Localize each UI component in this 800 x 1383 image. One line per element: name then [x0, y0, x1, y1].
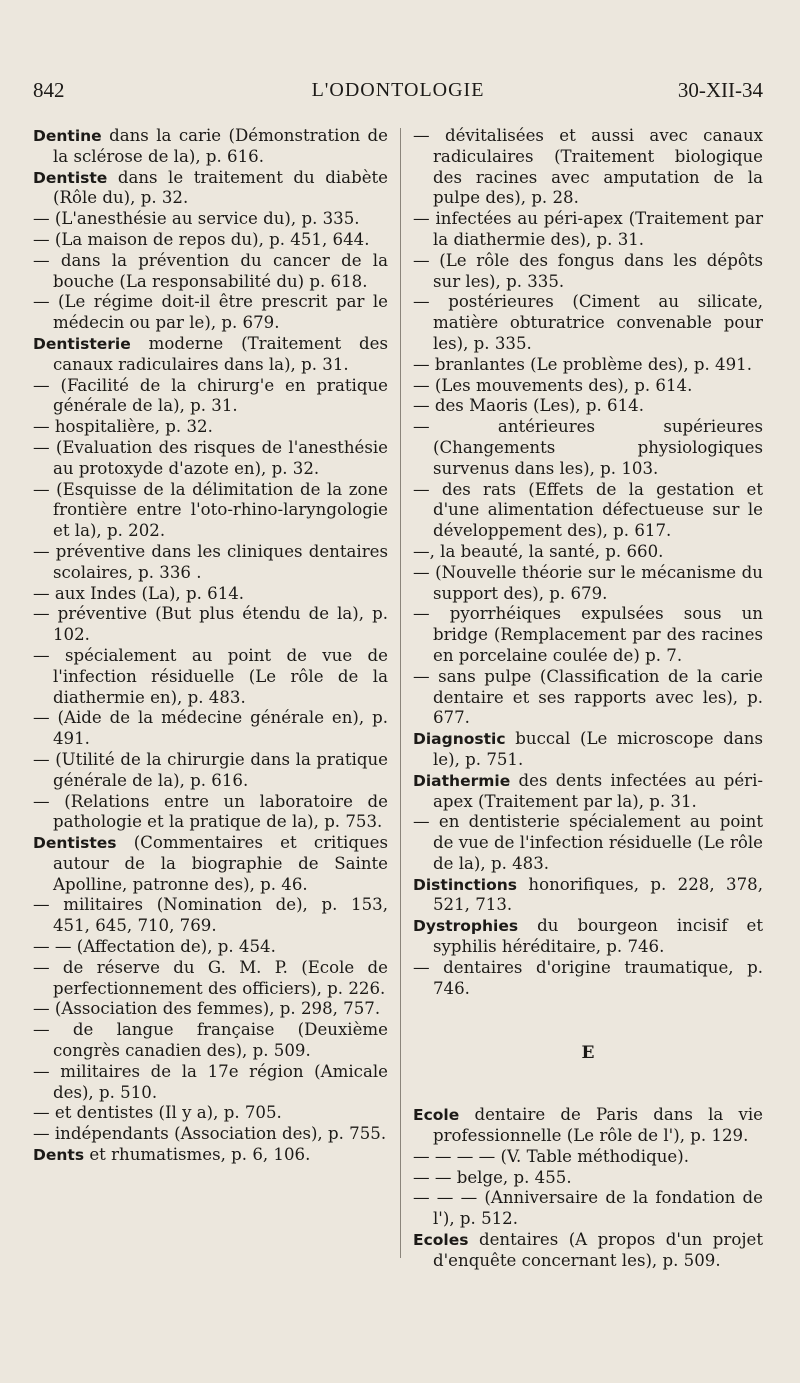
index-entry	[413, 209, 763, 251]
entry-text: — des rats (Effets de la gestation et d'une alimentation défectueuse sur le développement des), p. 617.	[413, 479, 763, 541]
index-entry	[413, 1168, 763, 1189]
index-entry	[33, 937, 388, 958]
entry-headword: Diagnostic	[413, 730, 506, 749]
index-entry	[33, 126, 388, 168]
entry-text: — dans la prévention du cancer de la bouche (La responsabilité du) p. 618.	[33, 250, 388, 291]
index-entry	[413, 1147, 763, 1168]
index-entry	[33, 251, 388, 293]
index-entry	[33, 168, 388, 210]
index-entry	[413, 542, 763, 563]
index-entry	[33, 584, 388, 605]
entry-text: moderne (Traitement des canaux radiculaires dans la), p. 31.	[53, 333, 388, 374]
issue-date: 30-XII-34	[677, 78, 763, 102]
entry-text: — (Association des femmes), p. 298, 757.	[33, 999, 381, 1019]
index-entry	[413, 958, 763, 1000]
index-entry	[33, 542, 388, 584]
entry-text: — pyorrhéiques expulsées sous un bridge (Remplacement par des racines en porcelaine coulée de) p. 7.	[413, 604, 763, 665]
journal-title: L'ODONTOLOGIE	[311, 79, 485, 101]
index-entry	[413, 251, 763, 293]
running-header	[33, 78, 763, 108]
index-entry	[33, 1124, 388, 1145]
entry-text: — — — (Anniversaire de la fondation de l'), p. 512.	[413, 1188, 763, 1229]
index-entry	[33, 999, 388, 1020]
index-entry	[413, 729, 763, 771]
index-entry	[33, 792, 388, 834]
entry-text: — (Utilité de la chirurgie dans la pratique générale de la), p. 616.	[33, 749, 388, 790]
index-entry	[413, 376, 763, 397]
index-entry	[413, 563, 763, 605]
entry-text: — (L'anesthésie au service du), p. 335.	[33, 209, 360, 229]
index-entry	[33, 230, 388, 251]
entry-text: — dévitalisées et aussi avec canaux radiculaires (Traitement biologique des racines avec amputation de la pulpe des), p. 28.	[413, 126, 763, 208]
entry-text: — (Nouvelle théorie sur le mécanisme du support des), p. 679.	[413, 562, 763, 603]
index-entry	[413, 1188, 763, 1230]
index-entry	[33, 1062, 388, 1104]
entry-text: — militaires de la 17e région (Amicale des), p. 510.	[33, 1061, 388, 1102]
entry-text: — (Le rôle des fongus dans les dépôts sur les), p. 335.	[413, 250, 763, 291]
index-entry	[413, 355, 763, 376]
entry-text: buccal (Le microscope dans le), p. 751.	[433, 729, 763, 769]
index-entry	[413, 480, 763, 542]
entry-text: — branlantes (Le problème des), p. 491.	[413, 354, 752, 374]
entry-text: — postérieures (Ciment au silicate, matière obturatrice convenable pour les), p. 335.	[413, 292, 763, 353]
entry-text: — indépendants (Association des), p. 755.	[33, 1124, 387, 1144]
entry-text: — (Le régime doit-il être prescrit par le médecin ou par le), p. 679.	[33, 292, 388, 333]
index-entry	[33, 1145, 388, 1166]
entry-text: — (Aide de la médecine générale en), p. 491.	[33, 708, 388, 749]
index-entry	[33, 1020, 388, 1062]
entry-text: dentaire de Paris dans la vie professionnelle (Le rôle de l'), p. 129.	[433, 1105, 763, 1146]
entry-text: — antérieures supérieures (Changements physiologiques survenus dans les), p. 103.	[413, 417, 763, 478]
index-entry	[413, 667, 763, 729]
column-divider	[400, 128, 401, 1258]
entry-text: (Commentaires et critiques autour de la biographie de Sainte Apolline, patronne des), p. 46.	[53, 833, 388, 894]
entry-text: — et dentistes (Il y a), p. 705.	[33, 1103, 282, 1123]
entry-text: — (Relations entre un laboratoire de pathologie et la pratique de la), p. 753.	[33, 791, 388, 832]
entry-headword: Dentiste	[33, 168, 108, 187]
entry-text: — des Maoris (Les), p. 614.	[413, 396, 644, 416]
entry-text: — de langue française (Deuxième congrès canadien des), p. 509.	[33, 1020, 388, 1061]
entry-text: — — (Affectation de), p. 454.	[33, 937, 276, 957]
entry-text: — préventive dans les cliniques dentaires scolaires, p. 336 .	[33, 541, 388, 582]
entry-headword: Distinctions	[413, 875, 517, 894]
index-entry	[413, 604, 763, 666]
entry-headword: Diathermie	[413, 771, 511, 790]
entry-text: — spécialement au point de vue de l'infection résiduelle (Le rôle de la diathermie en), p. 483.	[33, 645, 388, 707]
entry-text: — infectées au péri-apex (Traitement par la diathermie des), p. 31.	[413, 209, 763, 249]
index-section-e	[413, 1105, 763, 1271]
index-entry	[33, 417, 388, 438]
index-entry	[413, 126, 763, 209]
entry-text: — — belge, p. 455.	[413, 1167, 572, 1187]
entry-text: dentaires (A propos d'un projet d'enquête concernant les), p. 509.	[433, 1230, 763, 1270]
index-entry	[33, 292, 388, 334]
entry-text: honorifiques, p. 228, 378, 521, 713.	[433, 874, 763, 915]
entry-text: — aux Indes (La), p. 614.	[33, 583, 245, 603]
index-entry	[413, 1105, 763, 1147]
index-column-right	[413, 126, 763, 1272]
index-entry	[33, 438, 388, 480]
entry-text: — (Les mouvements des), p. 614.	[413, 375, 693, 395]
entry-text: — préventive (But plus étendu de la), p. 102.	[33, 604, 388, 645]
entry-text: — militaires (Nomination de), p. 153, 451, 645, 710, 769.	[33, 895, 388, 936]
entry-text: — de réserve du G. M. P. (Ecole de perfectionnement des officiers), p. 226.	[33, 957, 388, 998]
index-entry	[33, 958, 388, 1000]
entry-text: — sans pulpe (Classification de la carie dentaire et ses rapports avec les), p. 677.	[413, 666, 763, 728]
entry-headword: Dentine	[33, 127, 102, 145]
index-entry	[413, 417, 763, 479]
index-column-left	[33, 126, 388, 1166]
entry-text: — (Esquisse de la délimitation de la zone frontière entre l'oto-rhino-laryngologie et la), p. 202.	[33, 479, 388, 541]
index-entry	[33, 1103, 388, 1124]
index-entry	[33, 750, 388, 792]
entry-headword: Dentistes	[33, 834, 117, 853]
entry-headword: Dystrophies	[413, 917, 519, 936]
index-entry	[413, 875, 763, 917]
index-entry	[33, 376, 388, 418]
entry-text: et rhumatismes, p. 6, 106.	[84, 1145, 311, 1165]
index-entry	[33, 334, 388, 376]
entry-text: —, la beauté, la santé, p. 660.	[413, 541, 664, 561]
entry-text: dans le traitement du diabète (Rôle du), p. 32.	[53, 167, 388, 208]
entry-text: des dents infectées au péri-apex (Traitement par la), p. 31.	[433, 770, 763, 811]
index-entry	[413, 812, 763, 874]
index-entry	[413, 771, 763, 813]
index-entry	[33, 895, 388, 937]
index-entry	[33, 708, 388, 750]
index-entry	[33, 833, 388, 895]
index-entry	[413, 396, 763, 417]
entry-text: — (Evaluation des risques de l'anesthésie au protoxyde d'azote en), p. 32.	[33, 437, 388, 478]
entry-headword: Dents	[33, 1146, 85, 1165]
entry-headword: Ecole	[413, 1106, 460, 1125]
entry-headword: Ecoles	[413, 1231, 469, 1250]
index-entry	[33, 209, 388, 230]
index-entry	[413, 1230, 763, 1272]
index-entry	[33, 480, 388, 542]
entry-text: dans la carie (Démonstration de la sclérose de la), p. 616.	[53, 126, 388, 166]
index-entry	[33, 604, 388, 646]
entry-text: du bourgeon incisif et syphilis héréditaire, p. 746.	[433, 916, 763, 957]
entry-text: — dentaires d'origine traumatique, p. 746.	[413, 957, 763, 998]
entry-text: — (Facilité de la chirurg'e en pratique générale de la), p. 31.	[33, 375, 388, 416]
entry-headword: Dentisterie	[33, 334, 131, 353]
index-entry	[33, 646, 388, 708]
entry-text: — hospitalière, p. 32.	[33, 417, 213, 437]
entry-text: — (La maison de repos du), p. 451, 644.	[33, 229, 370, 249]
section-letter: E	[581, 1043, 595, 1064]
index-entry	[413, 292, 763, 354]
index-entry	[413, 916, 763, 958]
index-section-d-continued	[413, 126, 763, 999]
page-number: 842	[33, 78, 65, 102]
entry-text: — — — — (V. Table méthodique).	[413, 1146, 689, 1166]
entry-text: — en dentisterie spécialement au point de vue de l'infection résiduelle (Le rôle de la), p. 483.	[413, 812, 763, 873]
